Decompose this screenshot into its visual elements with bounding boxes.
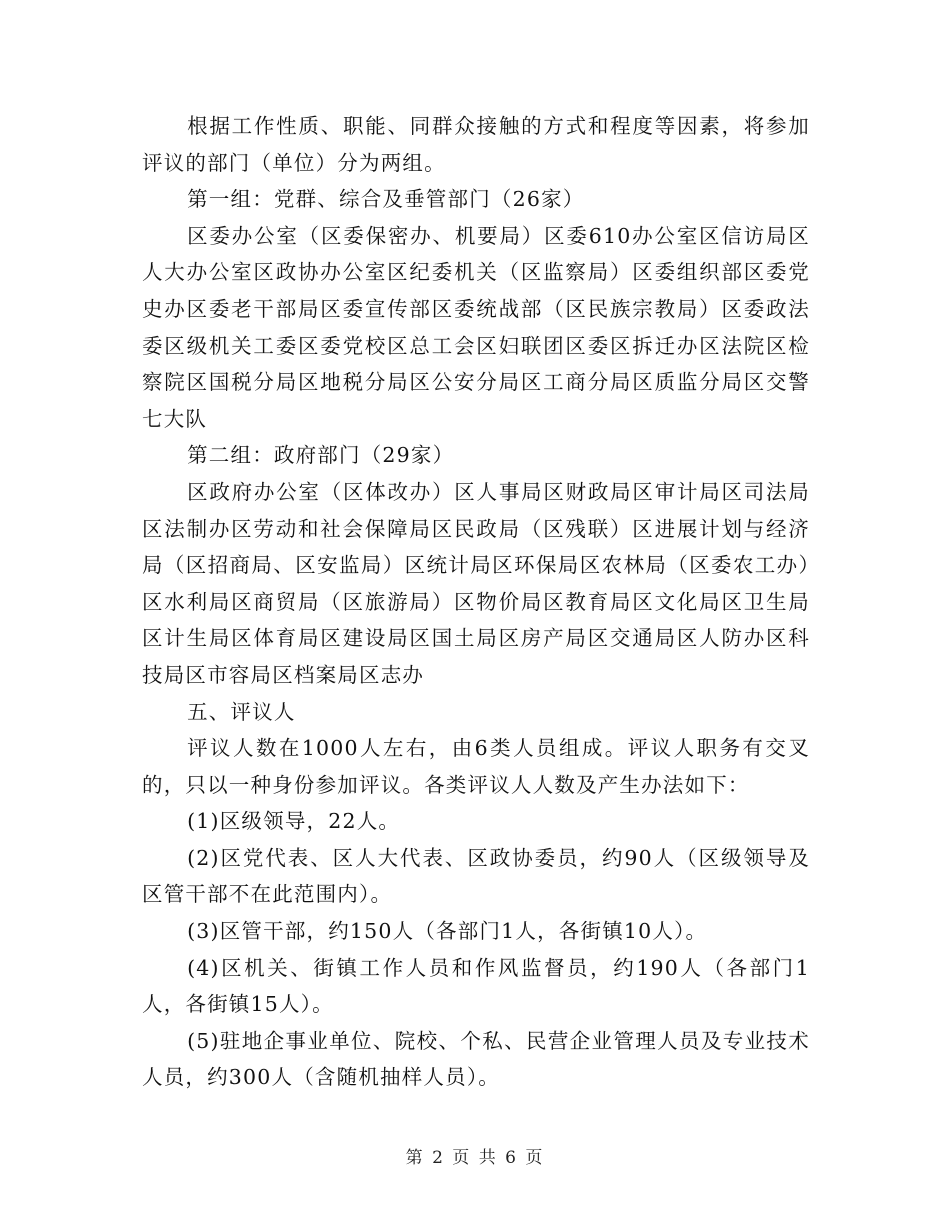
paragraph-group-two-list: 区政府办公室（区体改办）区人事局区财政局区审计局区司法局区法制办区劳动和社会保障局区民政局（区残联）区进展计划与经济局（区招商局、区安监局）区统计局区环保局区农林局（区委农工办）区水利局区商贸局（区旅游局）区物价局区教育局区文化局区卫生局区计生局区体育局区建设局区国土局区房产局区交通局区人防办区科技局区市容局区档案局区志办 <box>142 479 810 687</box>
section-heading-evaluators: 五、评议人 <box>187 699 296 724</box>
paragraph-group-two-heading: 第二组：政府部门（29家） <box>187 443 455 468</box>
paragraph-grouping-intro: 根据工作性质、职能、同群众接触的方式和程度等因素，将参加评议的部门（单位）分为两组。 <box>142 114 810 175</box>
page-footer <box>0 1146 950 1170</box>
list-item-evaluator-2: (2)区党代表、区人大代表、区政协委员，约90人（区级领导及区管干部不在此范围内）。 <box>142 845 810 907</box>
list-item-evaluator-3: (3)区管干部，约150人（各部门1人，各街镇10人）。 <box>187 919 708 944</box>
list-item-evaluator-4: (4)区机关、街镇工作人员和作风监督员，约190人（各部门1人，各街镇15人）。 <box>142 955 810 1017</box>
document-body <box>142 108 810 1096</box>
list-item-evaluator-5: (5)驻地企事业单位、院校、个私、民营企业管理人员及专业技术人员，约300人（含随机抽样人员）。 <box>142 1028 810 1090</box>
list-item-evaluator-1: (1)区级领导，22人。 <box>187 809 401 834</box>
page-number-label: 第 2 页 共 6 页 <box>405 1148 545 1168</box>
paragraph-group-one-heading: 第一组：党群、综合及垂管部门（26家） <box>187 187 585 212</box>
paragraph-evaluator-overview: 评议人数在1000人左右，由6类人员组成。评议人职务有交叉的，只以一种身份参加评议。各类评议人人数及产生办法如下： <box>142 736 810 797</box>
paragraph-group-one-list: 区委办公室（区委保密办、机要局）区委610办公室区信访局区人大办公室区政协办公室区纪委机关（区监察局）区委组织部区委党史办区委老干部局区委宣传部区委统战部（区民族宗教局）区委政法委区级机关工委区委党校区总工会区妇联团区委区拆迁办区法院区检察院区国税分局区地税分局区公安分局区工商分局区质监分局区交警七大队 <box>142 223 810 431</box>
